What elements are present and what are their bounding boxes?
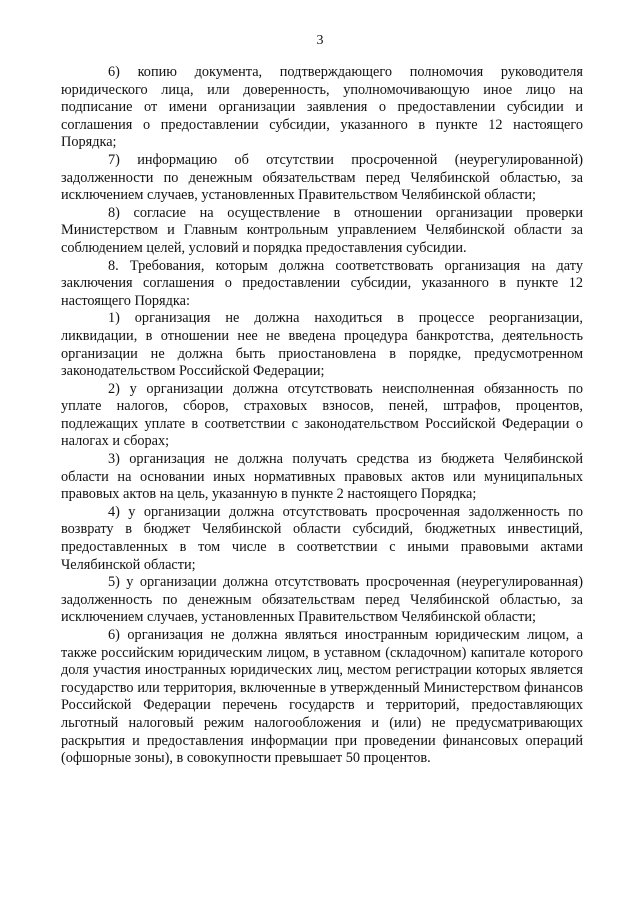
page-number: 3 bbox=[316, 33, 324, 48]
paragraph-requirement-1: 1) организация не должна находиться в процессе реорганизации, ликвидации, в отношении нее не введена процедура банкротства, деятельность организации не должна быть приостановлена в порядке, предусмотренном законодательством Российской Федерации; bbox=[61, 310, 583, 380]
paragraph-item-8-consent-to-audit: 8) согласие на осуществление в отношении организации проверки Министерством и Главным контрольным управлением Челябинской области за соблюдением целей, условий и порядка предоставления субсидии. bbox=[61, 204, 583, 256]
paragraph-requirement-2: 2) у организации должна отсутствовать неисполненная обязанность по уплате налогов, сборов, страховых взносов, пеней, штрафов, процентов, подлежащих уплате в соответствии с законодательством Российской Федерации о налогах и сборах; bbox=[61, 380, 583, 450]
paragraph-requirement-5: 5) у организации должна отсутствовать просроченная (неурегулированная) задолженность по денежным обязательствам перед Челябинской областью, за исключением случаев, установленных Правительством Челябинской области; bbox=[61, 574, 583, 626]
paragraph-item-7-debt-information: 7) информацию об отсутствии просроченной (неурегулированной) задолженности по денежным обязательствам перед Челябинской областью, за исключением случаев, установленных Правительством Челябинской области; bbox=[61, 151, 583, 204]
document-body bbox=[61, 64, 583, 768]
paragraph-requirement-4: 4) у организации должна отсутствовать просроченная задолженность по возврату в бюджет Челябинской области субсидий, бюджетных инвестиций, предоставленных в том числе в соответствии с иными правовыми актами Челябинской области; bbox=[61, 503, 583, 573]
paragraph-requirement-3: 3) организация не должна получать средства из бюджета Челябинской области на основании иных нормативных правовых актов или муниципальных правовых актов на цель, указанную в пункте 2 настоящего Порядка; bbox=[61, 451, 583, 503]
paragraph-item-6-copy-of-document: 6) копию документа, подтверждающего полномочия руководителя юридического лица, или доверенность, уполномочивающую иное лицо на подписание от имени организации заявления о предоставлении субсидии и соглашения о предоставлении субсидии, указанного в пункте 12 настоящего Порядка; bbox=[61, 64, 583, 151]
paragraph-requirement-6: 6) организация не должна являться иностранным юридическим лицом, а также российским юридическим лицом, в уставном (складочном) капитале которого доля участия иностранных юридических лиц, местом регистрации которых является государство или территория, включенные в утвержденный Министерством финансов Российской Федерации перечень государств и территорий, предоставляющих льготный налоговый режим налогообложения и (или) не предусматривающих раскрытия и предоставления информации при проведении финансовых операций (офшорные зоны), в совокупности превышает 50 процентов. bbox=[61, 627, 583, 767]
paragraph-clause-8-requirements: 8. Требования, которым должна соответствовать организация на дату заключения соглашения о предоставлении субсидии, указанного в пункте 12 настоящего Порядка: bbox=[61, 257, 583, 309]
